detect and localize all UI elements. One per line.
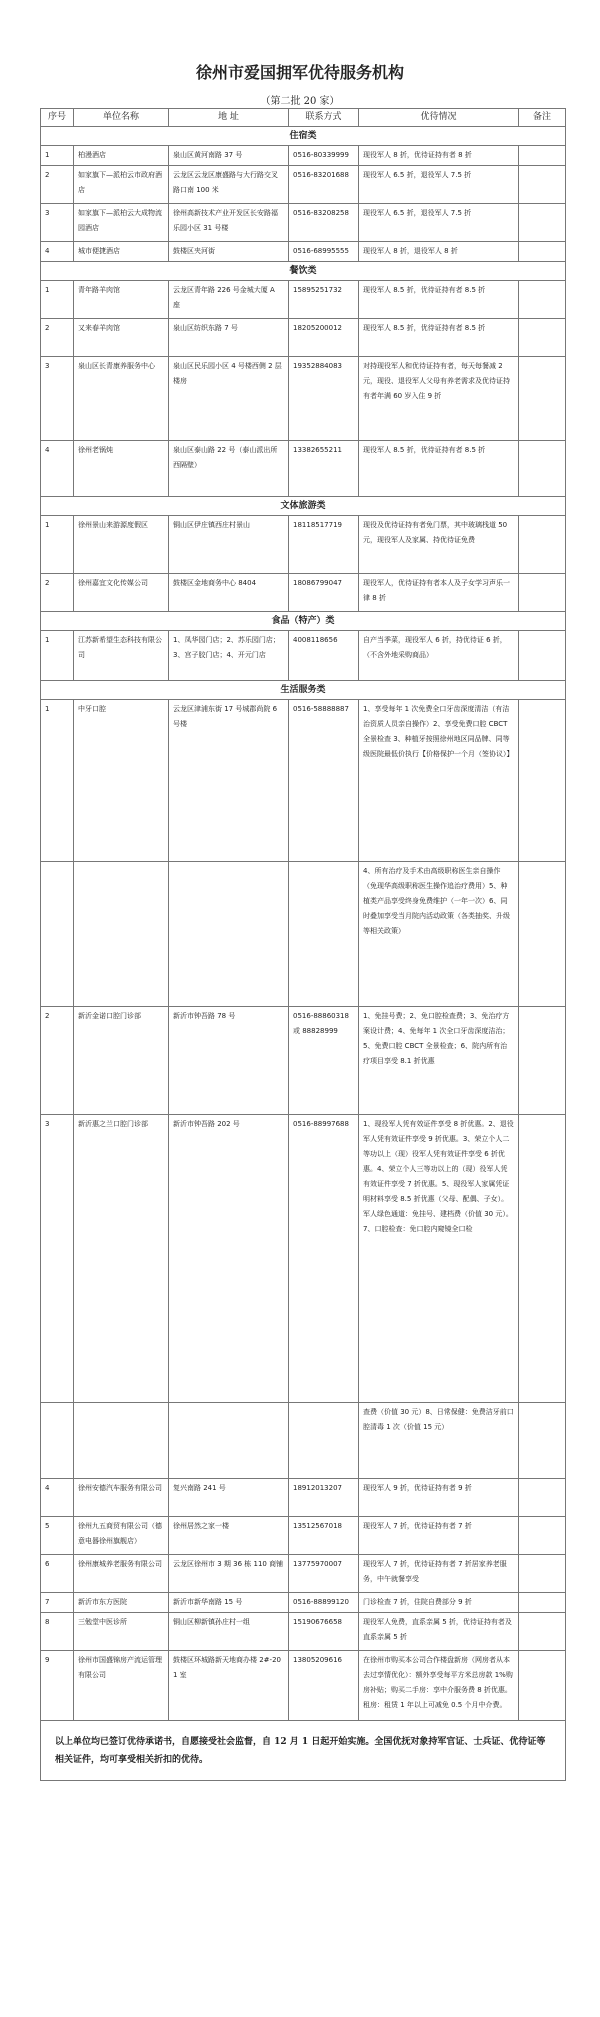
cell-address: 泉山区黄河南路 37 号 xyxy=(169,146,289,166)
cell-remark xyxy=(519,1007,566,1115)
cell-name: 青年路羊肉馆 xyxy=(74,281,169,319)
category-label: 文体旅游类 xyxy=(41,497,566,516)
table-row xyxy=(41,1115,566,1403)
cell-contact: 18205200012 xyxy=(289,319,359,357)
cell-address: 徐州高新技术产业开发区长安路福乐园小区 31 号楼 xyxy=(169,204,289,242)
cell-name: 徐州康城养老服务有限公司 xyxy=(74,1555,169,1593)
cell-remark xyxy=(519,1403,566,1479)
table-row xyxy=(41,1613,566,1651)
table-row xyxy=(41,281,566,319)
cell-name: 城市便捷酒店 xyxy=(74,242,169,262)
cell-remark xyxy=(519,146,566,166)
cell-index: 8 xyxy=(41,1613,74,1651)
cell-contact xyxy=(289,1403,359,1479)
cell-address: 1、凤华园门店；2、苏乐园门店；3、宫子胶门店；4、开元门店 xyxy=(169,631,289,681)
cell-name xyxy=(74,862,169,1007)
cell-address: 鼓楼区夹河街 xyxy=(169,242,289,262)
cell-benefit: 现役军人 8 折，退役军人 8 折 xyxy=(359,242,519,262)
cell-benefit: 自产当季菜，现役军人 6 折，持优待证 6 折，（不含外地采购商品） xyxy=(359,631,519,681)
cell-address: 新沂市钟吾路 78 号 xyxy=(169,1007,289,1115)
cell-benefit: 现役军人 6.5 折，退役军人 7.5 折 xyxy=(359,204,519,242)
table-row xyxy=(41,204,566,242)
table-row xyxy=(41,862,566,1007)
cell-name: 徐州老锅炖 xyxy=(74,441,169,497)
cell-contact: 15895251732 xyxy=(289,281,359,319)
cell-index: 2 xyxy=(41,574,74,612)
table-row xyxy=(41,631,566,681)
cell-remark xyxy=(519,204,566,242)
table-row xyxy=(41,242,566,262)
cell-remark xyxy=(519,1593,566,1613)
cell-contact: 0516-88899120 xyxy=(289,1593,359,1613)
table-row xyxy=(41,574,566,612)
cell-index: 1 xyxy=(41,146,74,166)
table-row xyxy=(41,441,566,497)
cell-name: 柏漫酒店 xyxy=(74,146,169,166)
cell-benefit: 1、免挂号费；2、免口腔检查费；3、免治疗方案设计费；4、免每年 1 次全口牙齿深度洁治；5、免费口腔 CBCT 全景检查；6、院内所有治疗项目享受 8.1 折优惠 xyxy=(359,1007,519,1115)
cell-address: 铜山区伊庄镇西庄村景山 xyxy=(169,516,289,574)
footer-note: 以上单位均已签订优待承诺书，自愿接受社会监督，自 12 月 1 日起开始实施。全国优抚对象持军官证、士兵证、优待证等相关证件，均可享受相关折扣的优待。 xyxy=(41,1721,566,1781)
cell-name: 如家旗下—派柏云市政府酒店 xyxy=(74,166,169,204)
cell-name: 徐州嘉宜文化传媒公司 xyxy=(74,574,169,612)
page-title: 徐州市爱国拥军优待服务机构 xyxy=(195,63,404,82)
cell-address xyxy=(169,1403,289,1479)
category-row xyxy=(41,612,566,631)
cell-address: 泉山区纺织东路 7 号 xyxy=(169,319,289,357)
category-row xyxy=(41,262,566,281)
cell-contact: 0516-58888887 xyxy=(289,700,359,862)
cell-index: 6 xyxy=(41,1555,74,1593)
cell-benefit: 门诊检查 7 折，住院自费部分 9 折 xyxy=(359,1593,519,1613)
cell-benefit: 在徐州市购买本公司合作楼盘新房（网房者从本去过享情优化）：额外享受每平方米总房款 1%购房补贴；购买二手房：享中介服务费 8 折优惠。租房：租赁 1 年以上可减免 0.5 个月中介费。 xyxy=(359,1651,519,1721)
category-row xyxy=(41,681,566,700)
cell-name: 三勉堂中医诊所 xyxy=(74,1613,169,1651)
cell-index: 1 xyxy=(41,281,74,319)
header-name: 单位名称 xyxy=(74,109,169,127)
table-row xyxy=(41,1517,566,1555)
cell-address: 云龙区津浦东街 17 号城郡尚院 6 号楼 xyxy=(169,700,289,862)
cell-benefit: 现役军人免费，直系亲属 5 折，优待证持有者及直系亲属 5 折 xyxy=(359,1613,519,1651)
cell-name: 如家旗下—派柏云大成物流园酒店 xyxy=(74,204,169,242)
table-row xyxy=(41,1555,566,1593)
table-row xyxy=(41,1403,566,1479)
cell-name: 江苏新希望生态科技有限公司 xyxy=(74,631,169,681)
service-table xyxy=(40,108,566,1781)
cell-address: 铜山区柳新镇孙庄村一组 xyxy=(169,1613,289,1651)
table-row xyxy=(41,1007,566,1115)
cell-remark xyxy=(519,1115,566,1403)
cell-contact: 19352884083 xyxy=(289,357,359,441)
cell-remark xyxy=(519,1517,566,1555)
footer-row xyxy=(41,1721,566,1781)
cell-contact: 4008118656 xyxy=(289,631,359,681)
cell-address: 鼓楼区金地商务中心 8404 xyxy=(169,574,289,612)
cell-index: 2 xyxy=(41,1007,74,1115)
cell-contact: 13512567018 xyxy=(289,1517,359,1555)
cell-address: 云龙区徐州市 3 期 36 栋 110 商铺 xyxy=(169,1555,289,1593)
cell-name: 泉山区长青康养服务中心 xyxy=(74,357,169,441)
cell-contact: 0516-88997688 xyxy=(289,1115,359,1403)
cell-benefit: 现役军人 8 折，优待证持有者 8 折 xyxy=(359,146,519,166)
cell-benefit: 现役军人 7 折，优待证持有者 7 折 xyxy=(359,1517,519,1555)
category-row xyxy=(41,127,566,146)
cell-remark xyxy=(519,1479,566,1517)
cell-remark xyxy=(519,242,566,262)
cell-remark xyxy=(519,281,566,319)
cell-contact: 13382655211 xyxy=(289,441,359,497)
cell-remark xyxy=(519,1651,566,1721)
cell-remark xyxy=(519,357,566,441)
cell-address: 鼓楼区环城路新天地商办楼 2#-201 室 xyxy=(169,1651,289,1721)
header-address: 地 址 xyxy=(169,109,289,127)
cell-address: 泉山区民乐园小区 4 号楼西侧 2 层楼房 xyxy=(169,357,289,441)
cell-remark xyxy=(519,516,566,574)
category-label: 餐饮类 xyxy=(41,262,566,281)
table-row xyxy=(41,1651,566,1721)
cell-benefit: 4、所有治疗及手术由高级职称医生亲自操作（免现华高级职称医生操作追治疗费用）5、种植类产品享受终身免费维护（一年一次）6、同时叠加享受当月院内活动政策（各类抽奖、升级等相关政策） xyxy=(359,862,519,1007)
cell-remark xyxy=(519,319,566,357)
cell-address: 新沂市新华南路 15 号 xyxy=(169,1593,289,1613)
cell-address: 云龙区云龙区康盛路与大行路交叉路口南 100 米 xyxy=(169,166,289,204)
cell-name: 新沂惠之兰口腔门诊部 xyxy=(74,1115,169,1403)
cell-address: 云龙区青年路 226 号金城大厦 A 座 xyxy=(169,281,289,319)
cell-address: 泉山区泰山路 22 号（泰山派出所西隔壁） xyxy=(169,441,289,497)
cell-remark xyxy=(519,1613,566,1651)
cell-index: 1 xyxy=(41,516,74,574)
table-row xyxy=(41,516,566,574)
cell-contact: 0516-80339999 xyxy=(289,146,359,166)
cell-index: 2 xyxy=(41,319,74,357)
cell-index: 4 xyxy=(41,441,74,497)
cell-benefit: 现役军人 8.5 折，优待证持有者 8.5 折 xyxy=(359,281,519,319)
cell-contact: 18912013207 xyxy=(289,1479,359,1517)
cell-index xyxy=(41,862,74,1007)
cell-benefit: 现役军人 8.5 折，优待证持有者 8.5 折 xyxy=(359,319,519,357)
cell-benefit: 现役军人 8.5 折，优待证持有者 8.5 折 xyxy=(359,441,519,497)
cell-index: 1 xyxy=(41,700,74,862)
cell-remark xyxy=(519,166,566,204)
cell-name: 徐州景山来游源度假区 xyxy=(74,516,169,574)
cell-index: 5 xyxy=(41,1517,74,1555)
table-row xyxy=(41,1479,566,1517)
cell-contact: 15190676658 xyxy=(289,1613,359,1651)
cell-benefit: 查费（价值 30 元）8、日常保健：免费洁牙前口腔清毒 1 次（价值 15 元） xyxy=(359,1403,519,1479)
cell-benefit: 1、享受每年 1 次免费全口牙齿深度清洁（有洁治资质人员亲自操作）2、享受免费口腔 CBCT 全景检查 3、种植牙按照徐州地区同品牌、同等级医院最低价执行【价格保护一个月（签协议）】 xyxy=(359,700,519,862)
cell-index: 3 xyxy=(41,204,74,242)
cell-name: 徐州安德汽车服务有限公司 xyxy=(74,1479,169,1517)
cell-contact: 0516-83208258 xyxy=(289,204,359,242)
table-row xyxy=(41,1593,566,1613)
cell-contact xyxy=(289,862,359,1007)
cell-index: 2 xyxy=(41,166,74,204)
cell-remark xyxy=(519,700,566,862)
cell-name: 徐州九五商贸有限公司（德意电器徐州旗舰店） xyxy=(74,1517,169,1555)
cell-remark xyxy=(519,574,566,612)
cell-remark xyxy=(519,1555,566,1593)
cell-contact: 13805209616 xyxy=(289,1651,359,1721)
cell-index: 4 xyxy=(41,1479,74,1517)
cell-index: 1 xyxy=(41,631,74,681)
category-label: 食品（特产）类 xyxy=(41,612,566,631)
cell-name: 中牙口腔 xyxy=(74,700,169,862)
cell-index: 3 xyxy=(41,357,74,441)
page-subtitle: （第二批 20 家） xyxy=(260,96,340,107)
cell-benefit: 现役军人 7 折，优待证持有者 7 折居家养老服务，中午就餐享受 xyxy=(359,1555,519,1593)
cell-benefit: 现役军人 6.5 折，退役军人 7.5 折 xyxy=(359,166,519,204)
cell-address xyxy=(169,862,289,1007)
cell-remark xyxy=(519,441,566,497)
cell-remark xyxy=(519,631,566,681)
cell-name: 新沂市东方医院 xyxy=(74,1593,169,1613)
cell-index: 7 xyxy=(41,1593,74,1613)
cell-name xyxy=(74,1403,169,1479)
header-contact: 联系方式 xyxy=(289,109,359,127)
cell-benefit: 对持现役军人和优待证持有者，每天每餐减 2 元，现役、退役军人父母有养老需求及优待证持有者年满 60 岁入住 9 折 xyxy=(359,357,519,441)
header-index: 序号 xyxy=(41,109,74,127)
cell-remark xyxy=(519,862,566,1007)
table-row xyxy=(41,357,566,441)
category-label: 住宿类 xyxy=(41,127,566,146)
cell-benefit: 1、现役军人凭有效证件享受 8 折优惠。2、退役军人凭有效证件享受 9 折优惠。3、荣立个人二等功以上（现）役军人凭有效证件享受 6 折优惠。4、荣立个人三等功以上的（现）役军人凭有效证件享受 7 折优惠。5、现役军人家属凭证明材料享受 8.5 折优惠（父母、配偶、子女）。军人绿色通道：免挂号、建档费（价值 30 元）。7、口腔检查：免口腔内窥镜全口检 xyxy=(359,1115,519,1403)
cell-address: 新沂市钟吾路 202 号 xyxy=(169,1115,289,1403)
cell-benefit: 现役军人 9 折，优待证持有者 9 折 xyxy=(359,1479,519,1517)
cell-index: 9 xyxy=(41,1651,74,1721)
cell-contact: 18086799047 xyxy=(289,574,359,612)
cell-contact: 0516-83201688 xyxy=(289,166,359,204)
cell-benefit: 现役及优待证持有者免门票，其中玻璃栈道 50 元，现役军人及家属、持优待证免费 xyxy=(359,516,519,574)
cell-address: 复兴南路 241 号 xyxy=(169,1479,289,1517)
cell-name: 徐州市国盛锦房产流运管理有限公司 xyxy=(74,1651,169,1721)
cell-benefit: 现役军人，优待证持有者本人及子女学习声乐一律 8 折 xyxy=(359,574,519,612)
cell-index: 3 xyxy=(41,1115,74,1403)
cell-name: 又来春羊肉馆 xyxy=(74,319,169,357)
cell-address: 徐州居然之家一楼 xyxy=(169,1517,289,1555)
table-header-row xyxy=(41,109,566,127)
table-row xyxy=(41,166,566,204)
cell-contact: 0516-88860318 或 88828999 xyxy=(289,1007,359,1115)
table-row xyxy=(41,700,566,862)
cell-index: 4 xyxy=(41,242,74,262)
cell-contact: 18118517719 xyxy=(289,516,359,574)
cell-contact: 0516-68995555 xyxy=(289,242,359,262)
table-row xyxy=(41,146,566,166)
header-benefit: 优待情况 xyxy=(359,109,519,127)
cell-contact: 13775970007 xyxy=(289,1555,359,1593)
cell-name: 新沂金诺口腔门诊部 xyxy=(74,1007,169,1115)
category-row xyxy=(41,497,566,516)
cell-index xyxy=(41,1403,74,1479)
table-row xyxy=(41,319,566,357)
header-remark: 备注 xyxy=(519,109,566,127)
category-label: 生活服务类 xyxy=(41,681,566,700)
